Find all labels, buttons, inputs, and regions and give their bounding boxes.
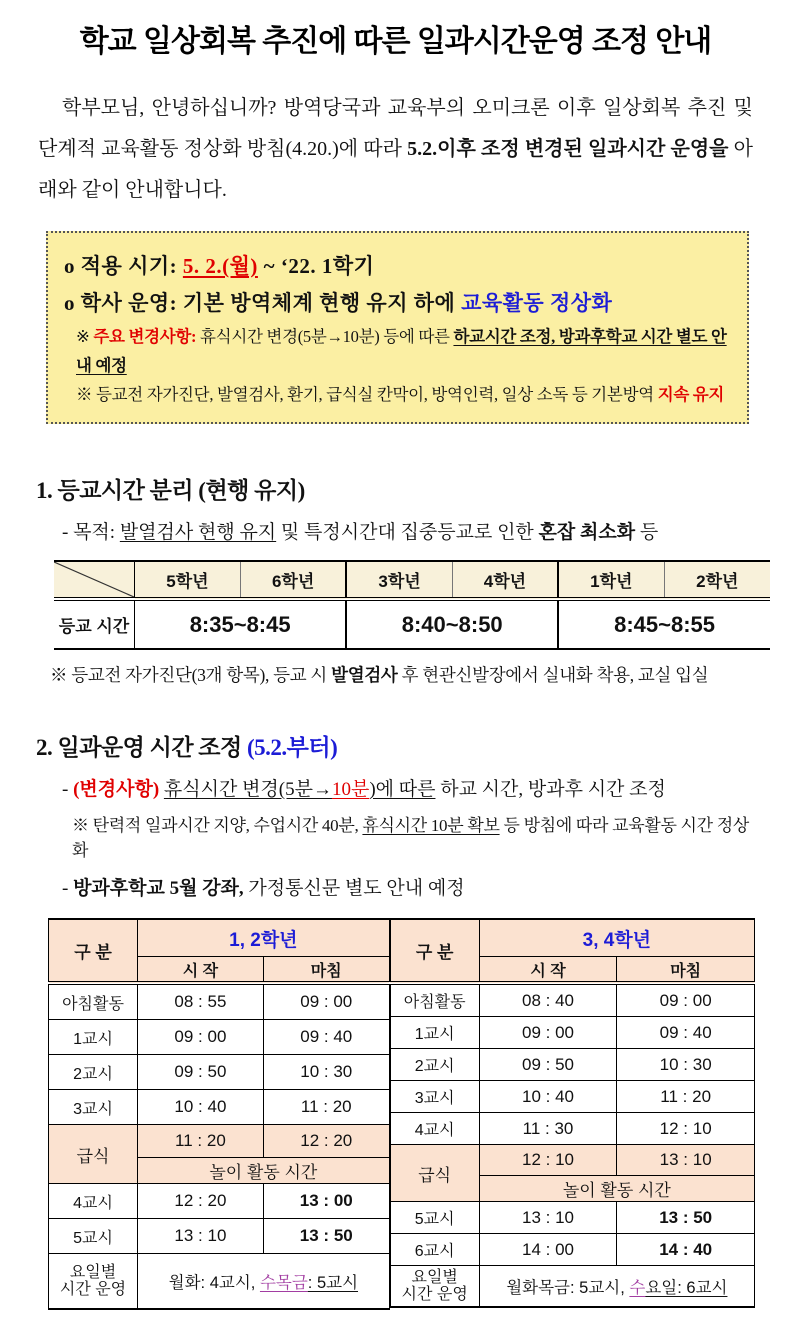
arrival-time-label: 등교 시간 bbox=[54, 599, 135, 649]
start-time-cell: 10 : 40 bbox=[138, 1090, 264, 1125]
start-time-cell: 09 : 50 bbox=[138, 1055, 264, 1090]
text-segment: (5.2.부터) bbox=[247, 735, 338, 760]
section2-bullet-change bbox=[62, 774, 755, 801]
lunch-time-row bbox=[390, 1145, 754, 1176]
section1-note bbox=[50, 662, 755, 687]
page-title: 학교 일상회복 추진에 따른 일과시간운영 조정 안내 bbox=[79, 25, 712, 58]
period-label-cell: 5교시 bbox=[49, 1219, 138, 1254]
schedule-label-line: 요일별 bbox=[69, 1264, 117, 1281]
timetable-grade34-table bbox=[390, 918, 755, 1308]
text-segment: 후 현관신발장에서 실내화 착용, 교실 입실 bbox=[397, 665, 709, 685]
timetable-header-row bbox=[49, 919, 390, 957]
section1-purpose bbox=[62, 517, 755, 544]
schedule-label-line: 시간 운영 bbox=[401, 1286, 468, 1303]
end-header-cell: 마침 bbox=[617, 957, 755, 984]
period-label-cell: 3교시 bbox=[390, 1081, 479, 1113]
schedule-label-line: 시간 운영 bbox=[59, 1281, 127, 1298]
text-segment: ※ 등교전 자가진단(3개 항목), 등교 시 bbox=[50, 665, 332, 685]
diagonal-cell bbox=[54, 561, 135, 599]
text-segment: (변경사항) bbox=[73, 779, 160, 800]
schedule-content-cell bbox=[138, 1254, 390, 1310]
timetable-grade12 bbox=[48, 918, 390, 1310]
end-header-cell: 마침 bbox=[263, 957, 389, 984]
section2-heading bbox=[36, 729, 755, 762]
period-row bbox=[390, 1049, 754, 1081]
section1-heading: 1. 등교시간 분리 (현행 유지) bbox=[36, 478, 305, 503]
period-row bbox=[49, 1090, 390, 1125]
end-time-cell: 13 : 50 bbox=[617, 1202, 755, 1234]
text-segment: )에 따른 bbox=[369, 779, 436, 800]
text-segment: o 학사 운영: 기본 방역체계 현행 유지 하에 bbox=[64, 291, 462, 315]
end-time-cell: 12 : 10 bbox=[617, 1113, 755, 1145]
text-segment: 월화목금: 5교시, bbox=[506, 1279, 630, 1297]
period-label-cell: 3교시 bbox=[49, 1090, 138, 1125]
grade-header-cell: 6학년 bbox=[240, 561, 346, 599]
text-segment: o 적용 시기: bbox=[64, 254, 183, 278]
start-time-cell: 08 : 40 bbox=[479, 983, 617, 1017]
end-time-cell: 10 : 30 bbox=[263, 1055, 389, 1090]
category-header-cell: 구 분 bbox=[390, 919, 479, 983]
play-time-cell: 놀이 활동 시간 bbox=[138, 1158, 390, 1184]
text-segment: 지속 유지 bbox=[657, 385, 725, 404]
schedule-content-cell bbox=[479, 1266, 754, 1308]
arrival-time-cell: 8:40~8:50 bbox=[346, 599, 558, 649]
grade-header-cell: 1학년 bbox=[558, 561, 664, 599]
schedule-label-line: 요일별 bbox=[411, 1269, 458, 1286]
period-label-cell: 1교시 bbox=[49, 1020, 138, 1055]
lunch-end-cell: 13 : 10 bbox=[617, 1145, 755, 1176]
arrival-time-row bbox=[54, 599, 770, 649]
grade-header-cell: 2학년 bbox=[664, 561, 770, 599]
text-segment: 및 특정시간대 집중등교로 인한 bbox=[276, 522, 539, 543]
grade-header-cell: 5학년 bbox=[135, 561, 241, 599]
end-time-cell: 10 : 30 bbox=[617, 1049, 755, 1081]
period-label-cell: 아침활동 bbox=[390, 983, 479, 1017]
lunch-start-cell: 11 : 20 bbox=[138, 1125, 264, 1158]
grade-header-row bbox=[54, 561, 770, 599]
end-time-cell: 11 : 20 bbox=[617, 1081, 755, 1113]
period-label-cell: 2교시 bbox=[390, 1049, 479, 1081]
period-row bbox=[49, 1184, 390, 1219]
text-segment: : 5교시 bbox=[307, 1274, 359, 1292]
period-label-cell: 아침활동 bbox=[49, 983, 138, 1020]
text-segment: 발열검사 현행 유지 bbox=[119, 522, 277, 543]
lunch-end-cell: 12 : 20 bbox=[263, 1125, 389, 1158]
arrival-time-cell: 8:35~8:45 bbox=[135, 599, 347, 649]
text-segment: 5.2.이후 조정 변경된 일과시간 운영을 bbox=[407, 138, 729, 160]
end-time-cell: 13 : 50 bbox=[263, 1219, 389, 1254]
period-row bbox=[390, 1234, 754, 1266]
notice-line-apply-period bbox=[64, 248, 735, 285]
timetables-row bbox=[36, 918, 755, 1310]
text-segment: 발열검사 bbox=[331, 665, 398, 685]
text-segment: - bbox=[62, 779, 74, 800]
period-label-cell: 5교시 bbox=[390, 1202, 479, 1234]
end-time-cell: 11 : 20 bbox=[263, 1090, 389, 1125]
period-label-cell: 1교시 bbox=[390, 1017, 479, 1049]
intro-paragraph bbox=[38, 88, 753, 211]
text-segment: 월화: 4교시, bbox=[168, 1274, 260, 1292]
schedule-label-cell bbox=[49, 1254, 138, 1310]
notice-line-basic-quarantine bbox=[64, 380, 735, 409]
end-time-cell: 09 : 00 bbox=[263, 983, 389, 1020]
text-segment: 방과후학교 5월 강좌, bbox=[73, 878, 244, 899]
arrival-time-cell: 8:45~8:55 bbox=[558, 599, 770, 649]
text-segment: 교육활동 정상화 bbox=[461, 291, 613, 315]
start-time-cell: 12 : 20 bbox=[138, 1184, 264, 1219]
text-segment: 10분 bbox=[331, 779, 370, 800]
text-segment: 수 bbox=[629, 1279, 646, 1297]
end-time-cell: 09 : 00 bbox=[617, 983, 755, 1017]
text-segment: - 목적: bbox=[62, 522, 120, 543]
end-time-cell: 14 : 40 bbox=[617, 1234, 755, 1266]
weekly-schedule-row bbox=[390, 1266, 754, 1308]
end-time-cell: 09 : 40 bbox=[617, 1017, 755, 1049]
text-segment: 가정통신문 별도 안내 예정 bbox=[243, 878, 465, 899]
grade-header-cell: 3학년 bbox=[346, 561, 452, 599]
notice-line-major-changes bbox=[64, 322, 735, 380]
start-time-cell: 09 : 50 bbox=[479, 1049, 617, 1081]
lunch-label-cell: 급식 bbox=[49, 1125, 138, 1184]
weekly-schedule-row bbox=[49, 1254, 390, 1310]
period-label-cell: 2교시 bbox=[49, 1055, 138, 1090]
text-segment: 수목금 bbox=[259, 1274, 308, 1292]
text-segment: 아래와 같이 안내합니다. bbox=[38, 138, 753, 201]
diagonal-line-icon bbox=[54, 562, 134, 597]
text-segment: ※ 등교전 자가진단, 발열검사, 환기, 급식실 칸막이, 방역인력, 일상 소독 등 기본방역 bbox=[76, 385, 658, 404]
timetable-grade34 bbox=[390, 918, 755, 1308]
start-time-cell: 11 : 30 bbox=[479, 1113, 617, 1145]
period-label-cell: 6교시 bbox=[390, 1234, 479, 1266]
lunch-start-cell: 12 : 10 bbox=[479, 1145, 617, 1176]
grade-header-cell: 4학년 bbox=[452, 561, 558, 599]
period-row bbox=[49, 1055, 390, 1090]
text-segment: 휴식시간 10분 확보 bbox=[362, 816, 500, 835]
start-header-cell: 시 작 bbox=[479, 957, 617, 984]
period-row bbox=[390, 983, 754, 1017]
text-segment: ※ bbox=[76, 327, 94, 346]
text-segment: 혼잡 최소화 bbox=[538, 522, 636, 543]
grade-title-cell: 1, 2학년 bbox=[138, 919, 390, 957]
arrival-time-table bbox=[54, 560, 770, 650]
text-segment: 2. 일과운영 시간 조정 bbox=[36, 735, 247, 760]
start-time-cell: 09 : 00 bbox=[479, 1017, 617, 1049]
text-segment: 등 bbox=[635, 522, 659, 543]
text-segment: 하교 시간, 방과후 시간 조정 bbox=[435, 779, 666, 800]
period-row bbox=[49, 983, 390, 1020]
start-time-cell: 13 : 10 bbox=[138, 1219, 264, 1254]
start-time-cell: 13 : 10 bbox=[479, 1202, 617, 1234]
grade-title-cell: 3, 4학년 bbox=[479, 919, 754, 957]
period-row bbox=[49, 1219, 390, 1254]
schedule-label-cell bbox=[390, 1266, 479, 1308]
notice-box bbox=[46, 231, 749, 424]
section2-bullet-policy bbox=[72, 811, 755, 861]
period-row bbox=[49, 1020, 390, 1055]
start-time-cell: 14 : 00 bbox=[479, 1234, 617, 1266]
start-time-cell: 09 : 00 bbox=[138, 1020, 264, 1055]
play-time-cell: 놀이 활동 시간 bbox=[479, 1176, 754, 1202]
notice-line-academic-operation bbox=[64, 285, 735, 322]
text-segment: 휴식시간 변경(5분→10분) 등에 따른 bbox=[196, 327, 454, 346]
section2-bullet-afterschool bbox=[62, 873, 755, 900]
text-segment: - bbox=[62, 878, 74, 899]
text-segment: 5. 2.(월) bbox=[182, 254, 258, 278]
text-segment: 등 방침에 따라 교육활동 시간 정상화 bbox=[72, 816, 749, 860]
start-time-cell: 08 : 55 bbox=[138, 983, 264, 1020]
text-segment: 요일: 6교시 bbox=[645, 1279, 728, 1297]
text-segment: ~ ‘22. 1학기 bbox=[257, 254, 375, 278]
period-label-cell: 4교시 bbox=[390, 1113, 479, 1145]
category-header-cell: 구 분 bbox=[49, 919, 138, 983]
period-row bbox=[390, 1202, 754, 1234]
end-time-cell: 13 : 00 bbox=[263, 1184, 389, 1219]
text-segment: 하교시간 조정, 방과후학교 시간 별도 안내 예정 bbox=[76, 327, 727, 375]
period-row bbox=[390, 1081, 754, 1113]
text-segment: 휴식시간 변경(5분→ bbox=[163, 779, 332, 800]
timetable-header-row bbox=[390, 919, 754, 957]
lunch-label-cell: 급식 bbox=[390, 1145, 479, 1202]
period-row bbox=[390, 1017, 754, 1049]
start-header-cell: 시 작 bbox=[138, 957, 264, 984]
period-row bbox=[390, 1113, 754, 1145]
period-label-cell: 4교시 bbox=[49, 1184, 138, 1219]
text-segment: 주요 변경사항: bbox=[93, 327, 197, 346]
start-time-cell: 10 : 40 bbox=[479, 1081, 617, 1113]
lunch-time-row bbox=[49, 1125, 390, 1158]
text-segment: ※ 탄력적 일과시간 지양, 수업시간 40분, bbox=[72, 816, 363, 835]
end-time-cell: 09 : 40 bbox=[263, 1020, 389, 1055]
timetable-grade12-table bbox=[48, 918, 390, 1310]
text-segment: 학부모님, 안녕하십니까? 방역당국과 교육부의 오미크론 이후 일상회복 추진 및 단계적 교육활동 정상화 방침(4.20.)에 따라 bbox=[38, 97, 753, 160]
